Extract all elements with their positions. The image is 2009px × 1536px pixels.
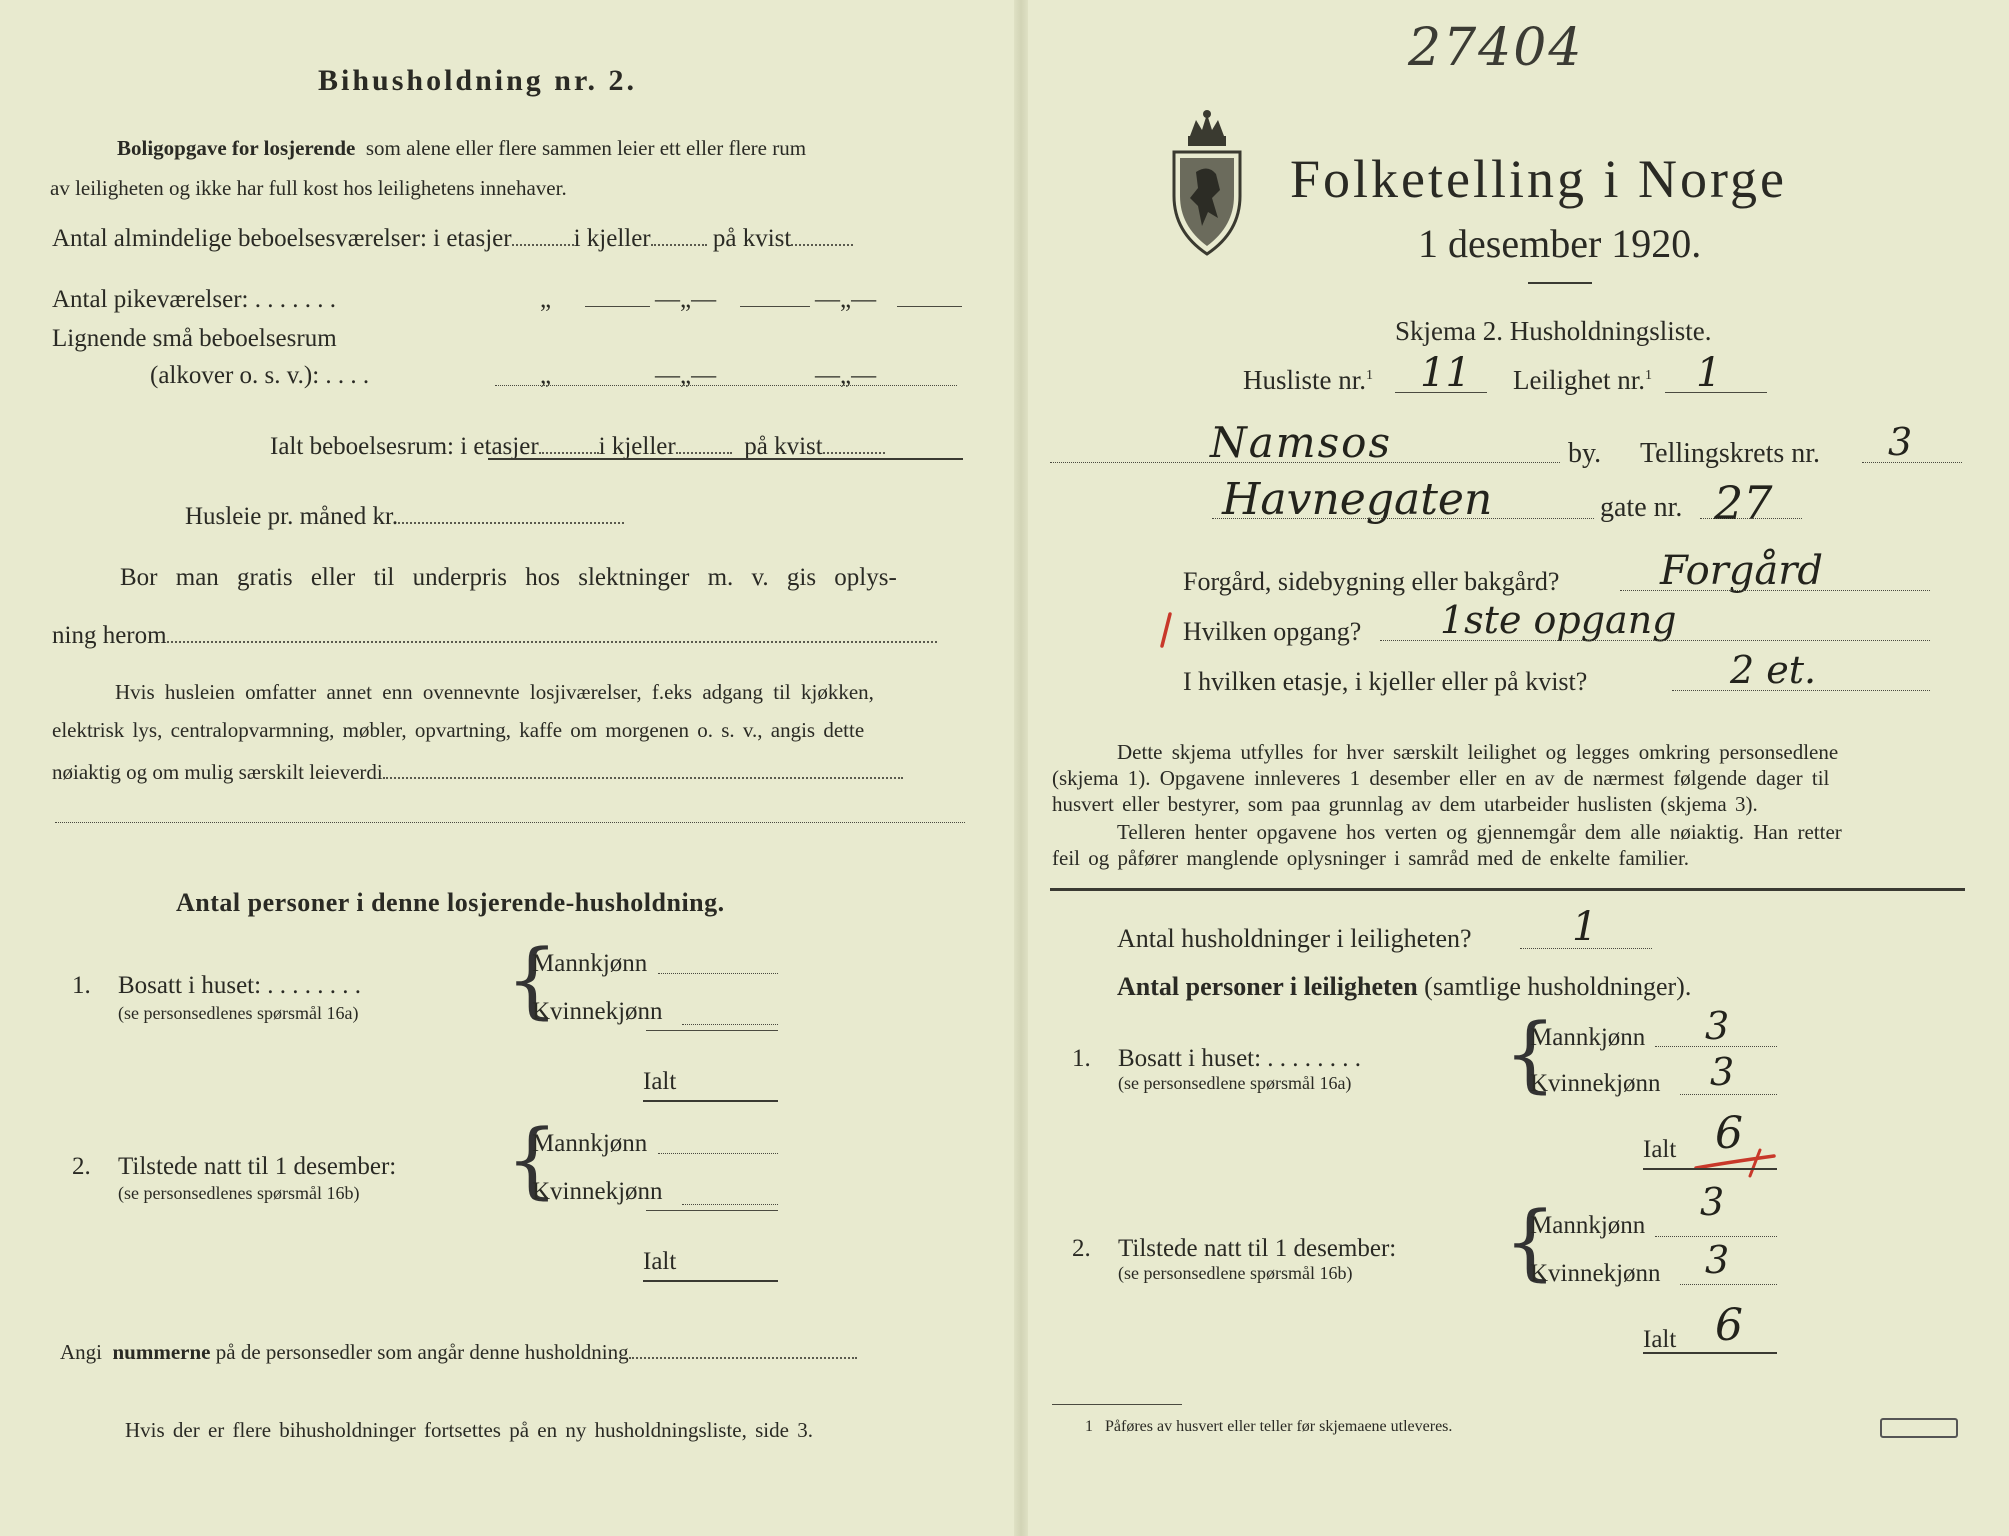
right-q2-brace: { (1504, 1195, 1557, 1290)
hvis-line-2: elektrisk lys, centralopvarmning, møbler, opvartning, kaffe om morgenen o. s. v., angis dette (52, 718, 865, 742)
left-q1-label: Bosatt i huset: . . . . . . . . (118, 972, 362, 999)
red-check-mark-icon (1158, 612, 1174, 648)
hvis-line-3 (52, 760, 903, 785)
tellingskrets-label: Tellingskrets nr. (1640, 438, 1821, 469)
lignende-line-1: Lignende små beboelsesrum (52, 325, 337, 352)
field-ialt-etasjer[interactable] (539, 452, 599, 454)
lignende-dash-1: —„— (655, 362, 717, 389)
left-q1-kvinne: Kvinnekjønn (532, 998, 663, 1025)
right-q2-num: 2. (1072, 1235, 1091, 1262)
pike-ditto: „ (540, 286, 552, 313)
husliste-label: Husliste nr.$^1$ (1243, 365, 1374, 395)
instr-line-3: husvert eller bestyrer, som paa grunnlag av dem utarbeider huslisten (skjema 3). (1052, 792, 1758, 816)
left-q2-num: 2. (72, 1153, 91, 1180)
left-title: Bihusholdning nr. 2. (318, 64, 638, 97)
hvis-label: nøiaktig og om mulig særskilt leieverdi (52, 760, 383, 784)
antal-alm-row (52, 225, 853, 253)
bor-line-2 (52, 622, 937, 650)
right-q1-ialt: Ialt (1643, 1136, 1677, 1163)
field-husleie[interactable] (398, 522, 624, 524)
left-q1-sub: (se personsedlenes spørsmål 16a) (118, 1003, 359, 1023)
right-q2-mann-value[interactable]: 3 (1700, 1180, 1725, 1224)
street-value[interactable]: Havnegaten (1222, 474, 1493, 525)
right-q2-kvinne: Kvinnekjønn (1530, 1260, 1661, 1287)
footnote-num: 1 (1085, 1418, 1093, 1435)
city-value[interactable]: Namsos (1210, 418, 1393, 467)
lignende-dash-2: —„— (815, 362, 877, 389)
angi-row (60, 1340, 857, 1365)
field-bor[interactable] (167, 641, 937, 643)
husleie-row (185, 503, 624, 531)
right-date: 1 desember 1920. (1418, 221, 1702, 266)
antal-hush-label: Antal husholdninger i leiligheten? (1117, 924, 1472, 953)
by-label: by. (1568, 438, 1602, 469)
left-q2-brace: { (506, 1113, 559, 1208)
lignende-line-2: (alkover o. s. v.): . . . . (150, 362, 370, 389)
field-kjeller[interactable] (651, 244, 707, 246)
right-q2-kvinne-value[interactable]: 3 (1705, 1238, 1730, 1282)
right-q2-sub: (se personsedlene spørsmål 16b) (1118, 1263, 1353, 1283)
right-q1-kvinne: Kvinnekjønn (1530, 1070, 1661, 1097)
field-etasjer[interactable] (512, 244, 574, 246)
forgaard-label: Forgård, sidebygning eller bakgård? (1183, 567, 1560, 596)
left-antal-personer: Antal personer i denne losjerende-husholdning. (176, 888, 725, 917)
left-q1-brace: { (506, 933, 559, 1028)
skjema-label: Skjema 2. Husholdningsliste. (1395, 316, 1712, 346)
i-kjeller-label: i kjeller (573, 225, 651, 252)
field-nummerne[interactable] (629, 1357, 857, 1359)
left-q2-kvinne: Kvinnekjønn (532, 1178, 663, 1205)
footnote-text: Påføres av husvert eller teller før skjemaene utleveres. (1105, 1418, 1453, 1435)
ialt-kjeller-label: i kjeller (598, 433, 676, 460)
right-q1-brace: { (1504, 1007, 1557, 1102)
intro-line-1 (117, 136, 806, 161)
bor-label: ning herom (52, 622, 167, 649)
ialt-beb-label: Ialt beboelsesrum: i etasjer (270, 433, 539, 460)
field-left-q1-ialt[interactable] (643, 1100, 778, 1102)
gate-value[interactable]: 27 (1714, 476, 1773, 530)
field-ialt-kjeller[interactable] (676, 452, 732, 454)
field-leieverdi[interactable] (383, 777, 903, 779)
field-left-q1-mann[interactable] (658, 973, 778, 974)
bor-line-1: Bor man gratis eller til underpris hos slektninger m. v. gis oplys- (120, 564, 897, 591)
right-q1-mann: Mannkjønn (1530, 1024, 1646, 1051)
field-left-q2-ialt[interactable] (643, 1280, 778, 1282)
footnote (1085, 1418, 1452, 1436)
norway-coat-of-arms-icon (1168, 108, 1246, 258)
right-q1-mann-value[interactable]: 3 (1705, 1004, 1730, 1048)
intro-rest: som alene eller flere sammen leier ett eller flere rum (365, 136, 807, 160)
gate-label: gate nr. (1600, 492, 1683, 523)
printer-stamp-icon (1880, 1418, 1958, 1438)
lignende-ditto: „ (540, 362, 552, 389)
right-q1-ialt-value[interactable]: 6 (1715, 1108, 1743, 1159)
husleie-label: Husleie pr. måned kr. (185, 503, 399, 530)
antal-hush-value[interactable]: 1 (1572, 904, 1598, 950)
pike-dash-2: —„— (815, 286, 877, 313)
ialt-beb-row (270, 433, 885, 461)
right-q1-kvinne-value[interactable]: 3 (1710, 1050, 1735, 1094)
instr-line-5: feil og påfører manglende oplysninger i samråd med de enkelte familier. (1052, 846, 1690, 870)
angi-post: på de personsedler som angår denne husholdning (215, 1340, 629, 1364)
left-q2-sub: (se personsedlenes spørsmål 16b) (118, 1183, 360, 1203)
ialt-kvist-label: på kvist (744, 433, 823, 460)
husliste-value[interactable]: 11 (1420, 350, 1471, 396)
red-correction-mark-icon (1690, 1148, 1780, 1178)
left-q2-ialt: Ialt (643, 1248, 677, 1275)
left-q2-label: Tilstede natt til 1 desember: (118, 1153, 397, 1180)
right-q2-ialt-value[interactable]: 6 (1715, 1300, 1743, 1351)
instr-line-1: Dette skjema utfylles for hver særskilt leilighet og legges omkring personsedlene (1117, 740, 1839, 764)
intro-bold: Boligopgave for losjerende (117, 136, 356, 160)
angi-pre: Angi (60, 1340, 102, 1364)
instr-line-4: Telleren henter opgavene hos verten og gjennemgår dem alle nøiaktig. Han retter (1117, 820, 1842, 844)
left-q2-mann: Mannkjønn (532, 1130, 648, 1157)
opgang-value[interactable]: 1ste opgang (1440, 598, 1677, 642)
etasje-label: I hvilken etasje, i kjeller eller på kvist? (1183, 667, 1588, 696)
right-q2-mann: Mannkjønn (1530, 1212, 1646, 1239)
right-q1-sub: (se personsedlene spørsmål 16a) (1118, 1073, 1352, 1093)
right-q1-label: Bosatt i huset: . . . . . . . . (1118, 1045, 1362, 1072)
left-q1-ialt: Ialt (643, 1068, 677, 1095)
right-title: Folketelling i Norge (1290, 149, 1787, 209)
field-left-q2-kvinne[interactable] (682, 1204, 778, 1205)
right-q2-ialt: Ialt (1643, 1326, 1677, 1353)
forgaard-value[interactable]: Forgård (1660, 548, 1823, 594)
paa-kvist-label: på kvist (712, 225, 792, 252)
right-q2-label: Tilstede natt til 1 desember: (1118, 1235, 1397, 1262)
intro-line-2: av leiligheten og ikke har full kost hos leilighetens innehaver. (50, 176, 567, 200)
field-left-q1-kvinne[interactable] (682, 1024, 778, 1025)
left-footer: Hvis der er flere bihusholdninger fortsettes på en ny husholdningsliste, side 3. (125, 1418, 813, 1442)
etasje-value[interactable]: 2 et. (1730, 648, 1817, 692)
archive-number: 27404 (1408, 18, 1584, 78)
antal-pers-bold: Antal personer i leiligheten (1117, 972, 1418, 1001)
opgang-label: Hvilken opgang? (1183, 617, 1362, 646)
angi-bold: nummerne (112, 1340, 211, 1364)
left-q1-num: 1. (72, 972, 91, 999)
antal-alm-label: Antal almindelige beboelsesværelser: i etasjer (52, 225, 512, 252)
instr-line-2: (skjema 1). Opgavene innleveres 1 desember eller en av de nærmest følgende dager til (1052, 766, 1830, 790)
tellingskrets-value[interactable]: 3 (1888, 420, 1913, 464)
right-q1-num: 1. (1072, 1045, 1091, 1072)
antal-pers-rest: (samtlige husholdninger). (1424, 972, 1692, 1001)
page-fold (1014, 0, 1028, 1536)
leilighet-label: Leilighet nr.$^1$ (1513, 365, 1652, 395)
pike-dash-1: —„— (655, 286, 717, 313)
leilighet-value[interactable]: 1 (1696, 350, 1722, 396)
pike-label: Antal pikeværelser: . . . . . . . (52, 286, 336, 313)
field-left-q2-mann[interactable] (658, 1153, 778, 1154)
hvis-line-1: Hvis husleien omfatter annet enn ovennevnte losjiværelser, f.eks adgang til kjøkken, (115, 680, 874, 704)
left-q1-mann: Mannkjønn (532, 950, 648, 977)
antal-pers-row (1117, 972, 1691, 1002)
field-ialt-kvist[interactable] (823, 452, 885, 454)
field-kvist[interactable] (791, 244, 853, 246)
